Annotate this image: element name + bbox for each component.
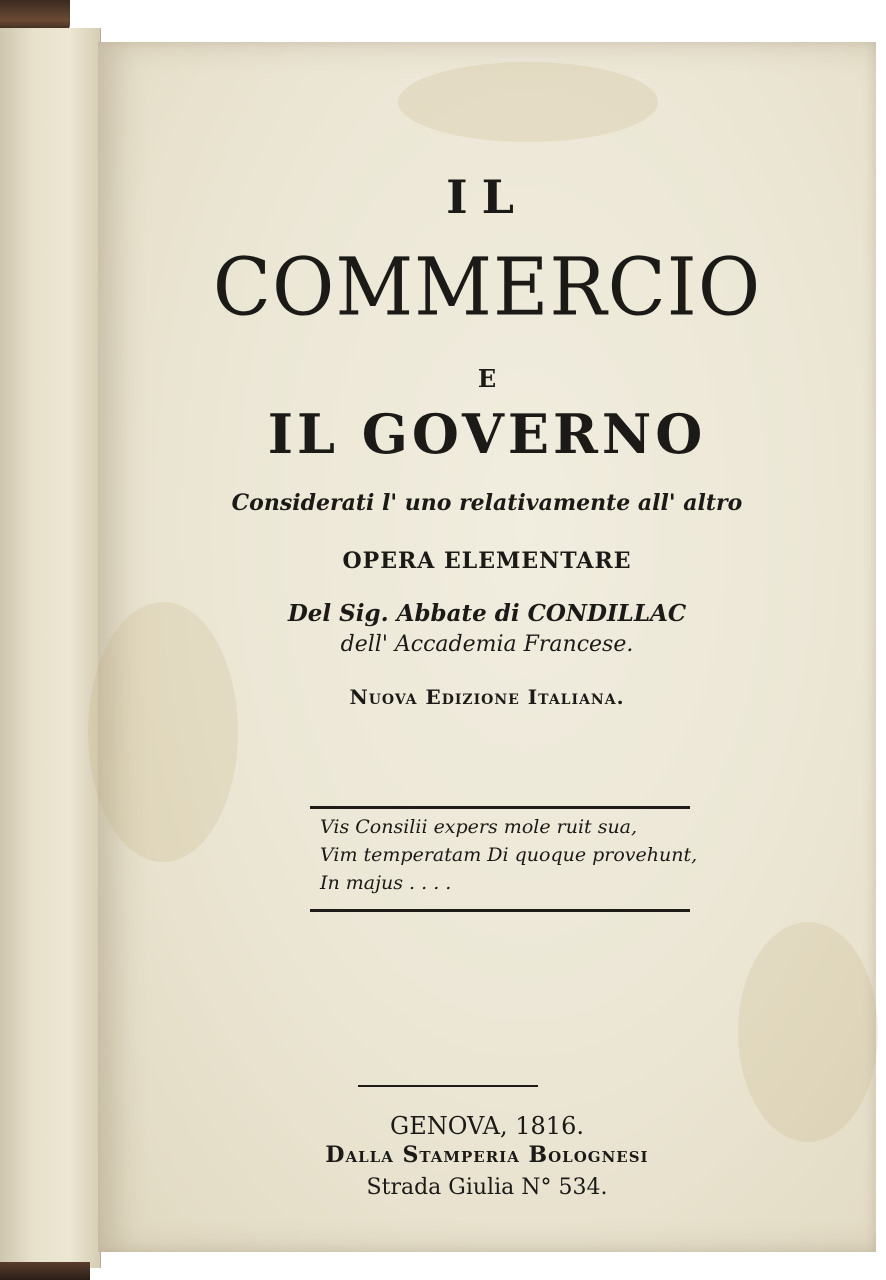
subtitle: Considerati l' uno relativamente all' altro [231,490,743,516]
imprint-rule [358,1085,538,1087]
imprint-street: Strada Giulia N° 534. [366,1175,608,1200]
edition-statement: Nuova Edizione Italiana. [349,685,625,709]
left-page-edge [0,28,101,1268]
title-line-3: IL GOVERNO [267,402,707,466]
author-line-1: Del Sig. Abbate di CONDILLAC [287,600,687,627]
motto-line: Vim temperatam Di quoque provehunt, [320,844,698,866]
title-line-1: IL [446,170,528,224]
title-line-2: COMMERCIO [212,239,762,334]
imprint-city: GENOVA, 1816. [390,1112,584,1140]
rule-top [310,806,690,809]
rule-bottom [310,909,690,912]
work-type: OPERA ELEMENTARE [342,548,632,574]
motto-line: In majus . . . . [320,872,452,894]
title-conjunction: E [477,364,497,393]
paper-stain [398,62,658,142]
paper-stain [738,922,878,1142]
author-line-2: dell' Accademia Francese. [340,632,634,657]
imprint-press: Dalla Stamperia Bolognesi [325,1142,649,1168]
book-spine-bottom [0,1262,90,1280]
title-page [98,42,876,1252]
motto-line: Vis Consilii expers mole ruit sua, [320,816,638,838]
